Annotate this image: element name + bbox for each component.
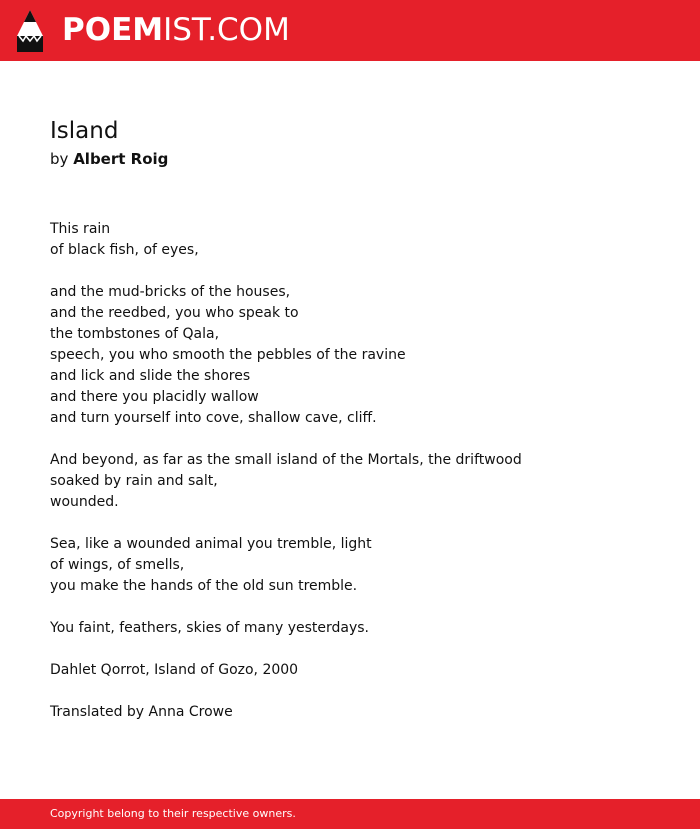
- poem-line: And beyond, as far as the small island of the Mortals, the driftwood: [50, 452, 522, 468]
- poem-line: soaked by rain and salt,: [50, 473, 218, 489]
- byline-prefix: by: [50, 150, 69, 168]
- poem-stanza: [50, 618, 670, 639]
- poem-author: Albert Roig: [73, 150, 169, 168]
- poem-byline: [50, 149, 168, 169]
- poem-line: of wings, of smells,: [50, 557, 185, 573]
- poem-body: [50, 219, 670, 744]
- poem-line: you make the hands of the old sun tremble.: [50, 578, 358, 594]
- poem-stanza: [50, 450, 670, 513]
- poem-line: and there you placidly wallow: [50, 389, 259, 405]
- site-footer: [0, 799, 700, 829]
- site-header: [0, 0, 700, 61]
- poem-line: and the reedbed, you who speak to: [50, 305, 299, 321]
- logo-light-text: IST.COM: [163, 12, 290, 48]
- poem-stanza: [50, 534, 670, 597]
- poem-line: Dahlet Qorrot, Island of Gozo, 2000: [50, 662, 299, 678]
- poem-line: speech, you who smooth the pebbles of the ravine: [50, 347, 406, 363]
- poem-stanza: [50, 282, 670, 429]
- copyright-text: Copyright belong to their respective owners.: [50, 807, 296, 820]
- site-logo[interactable]: [62, 12, 290, 48]
- poem-line: You faint, feathers, skies of many yesterdays.: [50, 620, 370, 636]
- pencil-tip-icon[interactable]: [17, 10, 43, 52]
- poem-line: of black fish, of eyes,: [50, 242, 199, 258]
- poem-stanza: [50, 219, 670, 261]
- poem-title: Island: [50, 118, 119, 144]
- poem-line: and turn yourself into cove, shallow cave, cliff.: [50, 410, 377, 426]
- poem-line: the tombstones of Qala,: [50, 326, 220, 342]
- poem-line: Sea, like a wounded animal you tremble, light: [50, 536, 372, 552]
- logo-bold-text: POEM: [62, 12, 164, 48]
- poem-line: and lick and slide the shores: [50, 368, 251, 384]
- poem-line: This rain: [50, 221, 111, 237]
- poem-stanza: [50, 702, 670, 723]
- poem-line: wounded.: [50, 494, 119, 510]
- poem-stanza: [50, 660, 670, 681]
- poem-line: Translated by Anna Crowe: [50, 704, 233, 720]
- poem-line: and the mud-bricks of the houses,: [50, 284, 291, 300]
